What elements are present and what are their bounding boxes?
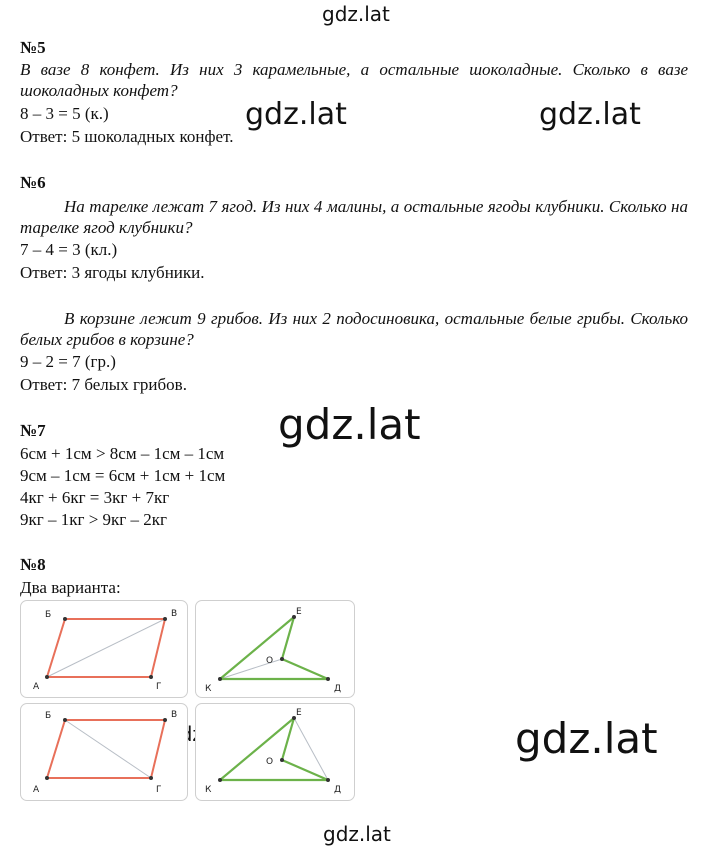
point-label: Б [45,711,52,721]
point-label: Е [296,607,302,617]
triangle-shape [220,617,328,679]
point-label: Д [334,785,342,795]
watermark-mid-left: gdz.lat [245,97,347,132]
figure-card-triangle-1 [195,600,355,698]
point-label: Б [45,610,52,620]
point-label: К [205,684,212,694]
point-dot [163,617,167,621]
triangle-shape [220,718,328,780]
point-dot [326,677,330,681]
parallelogram-figure-1 [21,601,187,697]
point-label: Е [296,708,302,718]
point-label: Г [156,682,162,692]
figure-card-triangle-2 [195,703,355,801]
task6-number: №6 [20,173,46,192]
triangle-figure-1 [196,601,354,697]
point-dot [63,718,67,722]
task5-answer: Ответ: 5 шоколадных конфет. [20,127,234,146]
point-dot [149,675,153,679]
task6-answer-1: Ответ: 3 ягоды клубники. [20,263,205,282]
watermark-large-right: gdz.lat [515,714,658,763]
task7-line: 4кг + 6кг = 3кг + 7кг [20,488,170,507]
task6-solution-1: 7 – 4 = 3 (кл.) [20,240,118,259]
parallelogram-diagonal [47,619,165,677]
watermark-top: gdz.lat [322,2,390,26]
point-dot [45,776,49,780]
watermark-mid-right: gdz.lat [539,97,641,132]
point-dot [45,675,49,679]
point-dot [280,657,284,661]
task8-caption: Два варианта: [20,578,121,597]
triangle-figure-2 [196,704,354,800]
parallelogram-figure-2 [21,704,187,800]
point-label: В [171,710,178,720]
watermark-bottom: gdz.lat [323,822,391,846]
task5-solution: 8 – 3 = 5 (к.) [20,104,109,123]
figure-card-parallelogram-1 [20,600,188,698]
point-label: К [205,785,212,795]
task7-line: 6см + 1см > 8см – 1см – 1см [20,444,225,463]
task6-solution-2: 9 – 2 = 7 (гр.) [20,352,116,371]
point-label: Г [156,785,162,795]
point-dot [218,677,222,681]
parallelogram-shape [47,720,165,778]
point-label: А [33,682,40,692]
task6-problem-1: На тарелке лежат 7 ягод. Из них 4 малины, а остальные ягоды клубники. Сколько на тарелке ягод клубники? [20,197,688,237]
triangle-diagonal [294,718,328,780]
task7-line: 9кг – 1кг > 9кг – 2кг [20,510,168,529]
point-label: А [33,785,40,795]
point-dot [280,758,284,762]
figure-card-parallelogram-2 [20,703,188,801]
point-dot [326,778,330,782]
point-dot [63,617,67,621]
task5-number: №5 [20,38,46,57]
task7-line: 9см – 1см = 6см + 1см + 1см [20,466,226,485]
point-label: О [266,656,274,666]
task5-problem: В вазе 8 конфет. Из них 3 карамельные, а остальные шоколадные. Сколько в вазе шоколадных конфет? [20,60,688,100]
task8-number: №8 [20,555,46,574]
point-dot [149,776,153,780]
parallelogram-diagonal [65,720,151,778]
point-label: Д [334,684,342,694]
task6-answer-2: Ответ: 7 белых грибов. [20,375,187,394]
watermark-center: gdz.lat [278,400,421,449]
point-dot [163,718,167,722]
point-label: В [171,609,178,619]
task6-problem-2: В корзине лежит 9 грибов. Из них 2 подосиновика, остальные белые грибы. Сколько белых грибов в корзине? [20,309,688,349]
point-dot [218,778,222,782]
task7-number: №7 [20,421,46,440]
point-label: О [266,757,274,767]
